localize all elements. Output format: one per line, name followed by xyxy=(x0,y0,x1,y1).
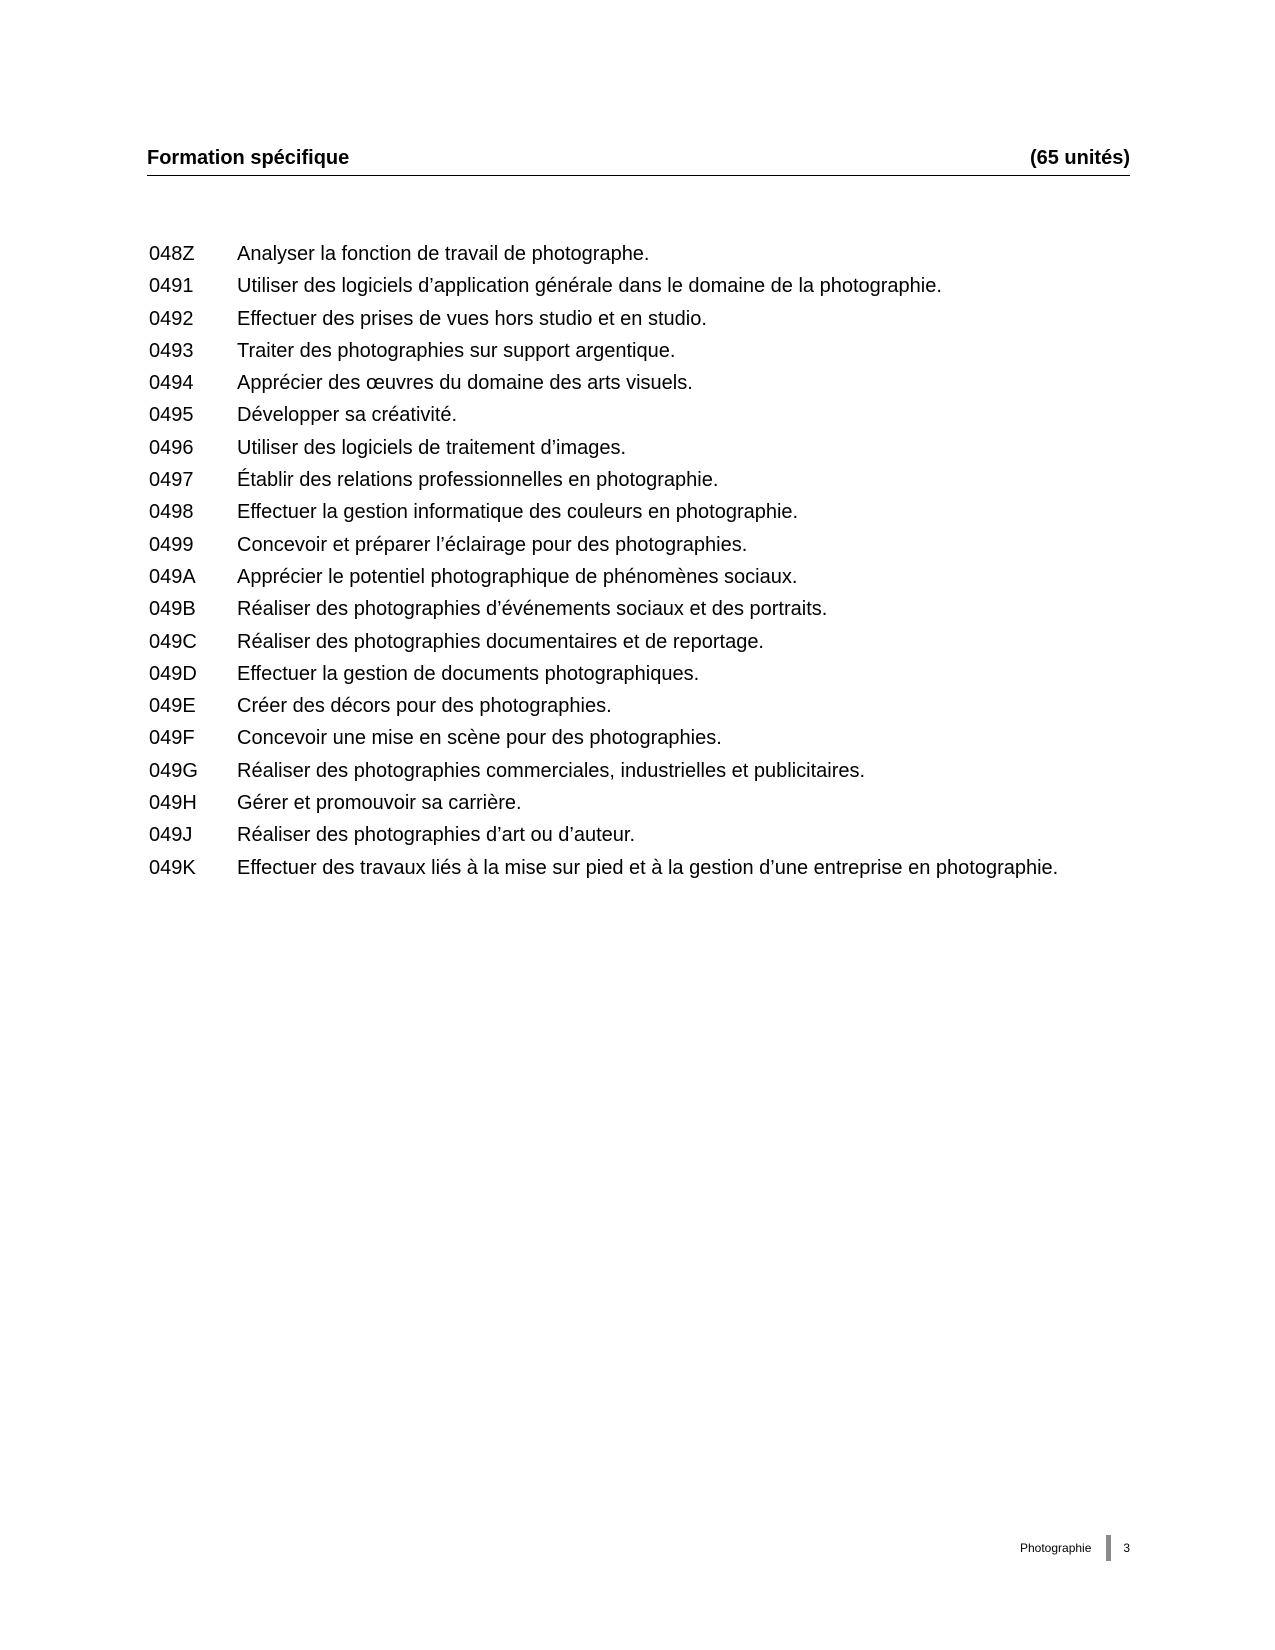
competency-text: Réaliser des photographies d’art ou d’auteur. xyxy=(237,824,636,847)
competency-code: 0496 xyxy=(149,436,194,459)
competency-code: 049A xyxy=(149,565,196,588)
competency-text: Concevoir et préparer l’éclairage pour des photographies. xyxy=(237,533,748,556)
page-footer xyxy=(1020,1535,1130,1561)
competency-text: Effectuer des prises de vues hors studio et en studio. xyxy=(237,307,707,330)
competency-item xyxy=(149,561,1149,593)
competency-item xyxy=(149,496,1149,528)
competency-item xyxy=(149,367,1149,399)
competency-item xyxy=(149,432,1149,464)
section-title: Formation spécifique xyxy=(147,147,350,169)
competency-code: 0495 xyxy=(149,404,194,427)
competency-text: Établir des relations professionnelles en photographie. xyxy=(237,469,719,492)
competency-item xyxy=(149,303,1149,335)
competency-item xyxy=(149,787,1149,819)
competency-code: 0498 xyxy=(149,501,194,524)
competency-code: 049C xyxy=(149,630,197,653)
competency-text: Réaliser des photographies commerciales, industrielles et publicitaires. xyxy=(237,759,866,782)
competency-text: Effectuer la gestion de documents photographiques. xyxy=(237,662,700,685)
competency-item xyxy=(149,335,1149,367)
section-header xyxy=(147,146,1130,176)
competency-item xyxy=(149,593,1149,625)
competency-item xyxy=(149,464,1149,496)
competency-text: Apprécier des œuvres du domaine des arts visuels. xyxy=(237,372,693,395)
footer-title: Photographie xyxy=(1020,1541,1092,1555)
competency-item xyxy=(149,690,1149,722)
competency-item xyxy=(149,529,1149,561)
competency-item xyxy=(149,755,1149,787)
competency-item xyxy=(149,658,1149,690)
competency-text: Créer des décors pour des photographies. xyxy=(237,695,612,718)
competency-code: 0499 xyxy=(149,533,194,556)
competency-text: Concevoir une mise en scène pour des photographies. xyxy=(237,727,722,750)
competency-text: Réaliser des photographies d’événements sociaux et des portraits. xyxy=(237,598,828,621)
competency-code: 049E xyxy=(149,695,196,718)
competency-text: Gérer et promouvoir sa carrière. xyxy=(237,792,522,815)
competency-code: 049B xyxy=(149,598,196,621)
competency-list xyxy=(149,238,1149,884)
competency-text: Développer sa créativité. xyxy=(237,404,458,427)
competency-text: Analyser la fonction de travail de photographe. xyxy=(237,243,650,265)
competency-item xyxy=(149,238,1149,270)
section-units: (65 unités) xyxy=(1029,147,1130,169)
competency-text: Effectuer la gestion informatique des couleurs en photographie. xyxy=(237,501,799,524)
competency-item xyxy=(149,270,1149,302)
competency-code: 048Z xyxy=(149,243,195,265)
competency-code: 049G xyxy=(149,759,198,782)
competency-text: Utiliser des logiciels d’application générale dans le domaine de la photographie. xyxy=(237,275,942,298)
competency-text: Effectuer des travaux liés à la mise sur pied et à la gestion d’une entreprise en photographie. xyxy=(237,856,1059,879)
competency-code: 049H xyxy=(149,792,197,815)
competency-item xyxy=(149,626,1149,658)
footer-page-number: 3 xyxy=(1123,1541,1131,1555)
competency-item xyxy=(149,399,1149,431)
competency-code: 049K xyxy=(149,856,196,879)
competency-code: 049D xyxy=(149,662,197,685)
competency-code: 0491 xyxy=(149,275,194,298)
competency-code: 0492 xyxy=(149,307,194,330)
competency-text: Apprécier le potentiel photographique de phénomènes sociaux. xyxy=(237,565,798,588)
footer-divider xyxy=(1106,1535,1111,1561)
competency-code: 0493 xyxy=(149,339,194,362)
competency-code: 0494 xyxy=(149,372,194,395)
competency-code: 049F xyxy=(149,727,195,750)
competency-text: Traiter des photographies sur support argentique. xyxy=(237,339,676,362)
competency-code: 049J xyxy=(149,824,193,847)
competency-text: Réaliser des photographies documentaires et de reportage. xyxy=(237,630,764,653)
competency-item xyxy=(149,722,1149,754)
competency-code: 0497 xyxy=(149,469,194,492)
competency-item xyxy=(149,819,1149,851)
competency-text: Utiliser des logiciels de traitement d’images. xyxy=(237,436,627,459)
competency-item xyxy=(149,852,1149,884)
